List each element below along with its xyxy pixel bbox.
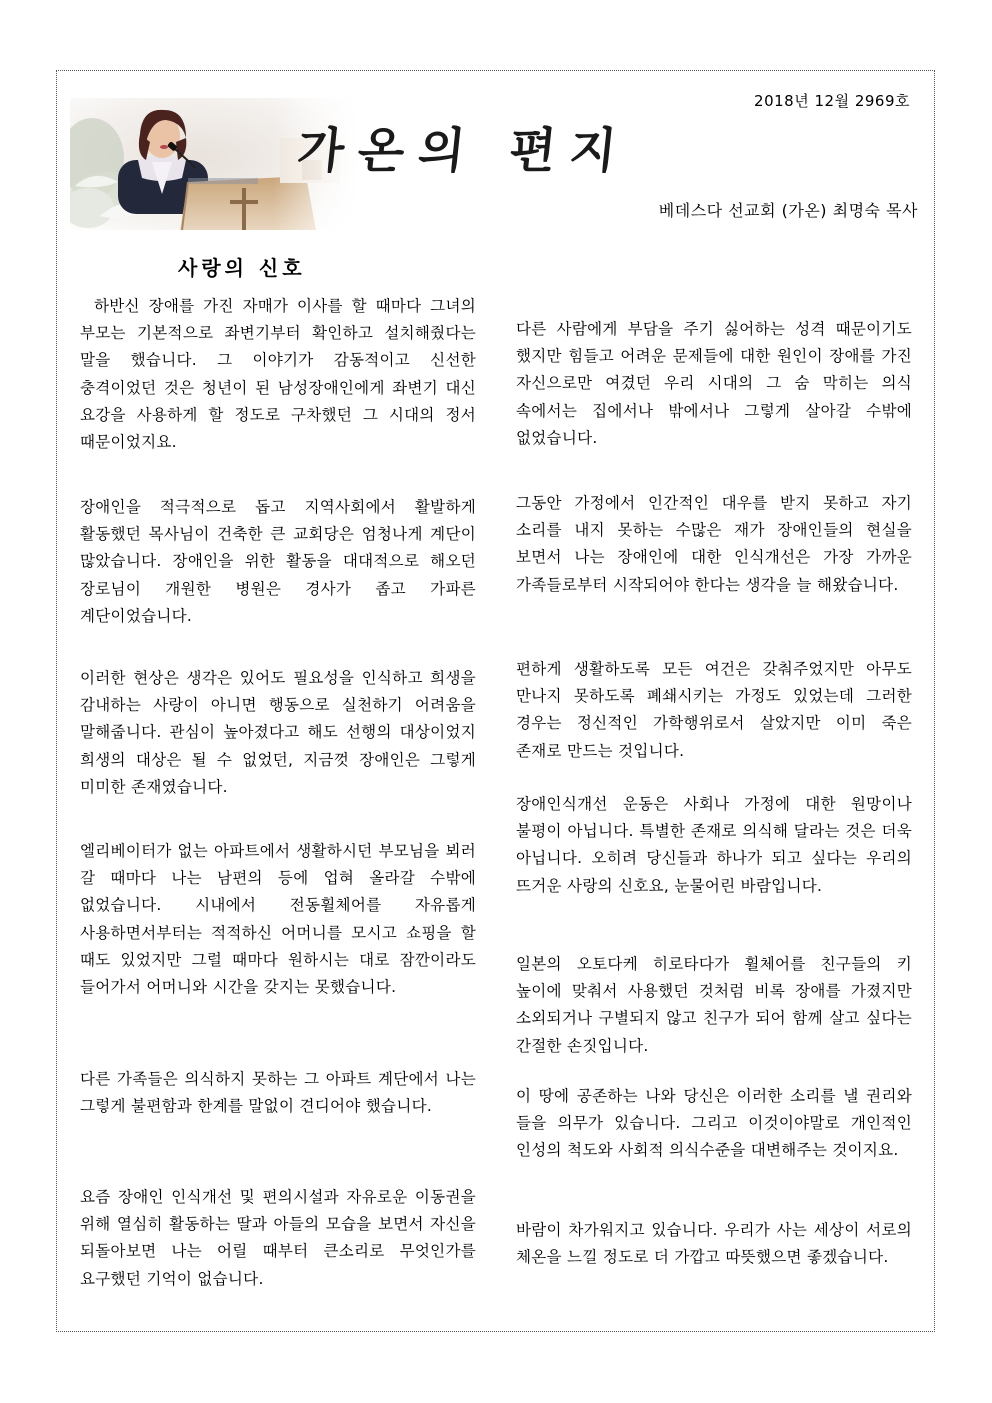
paragraph: 이러한 현상은 생각은 있어도 필요성을 인식하고 희생을 감내하는 사랑이 아니면 행동으로 실천하기 어려움을 말해줍니다. 관심이 높아졌다고 해도 선행의 대상이었지 희생의 대상은 될 수 없었던, 지금껏 장애인은 그렇게 미미한 존재였습니다. — [80, 669, 476, 796]
author-byline: 베데스다 선교회 (가온) 최명숙 목사 — [658, 201, 918, 220]
paragraph: 이 땅에 공존하는 나와 당신은 이러한 소리를 낼 권리와 들을 의무가 있습니다. 그리고 이것이야말로 개인적인 인성의 척도와 사회적 의식수준을 대변해주는 것이지요. — [516, 1087, 912, 1160]
paragraph: 하반신 장애를 가진 자매가 이사를 할 때마다 그녀의 부모는 기본적으로 좌변기부터 확인하고 설치해줬다는 말을 했습니다. 그 이야기가 감동적이고 신선한 충격이었던 것은 청년이 된 남성장애인에게 좌변기 대신 요강을 사용하게 할 정도로 구차했던 그 시대의 정서 때문이었지요. — [80, 297, 476, 452]
paragraph: 장애인식개선 운동은 사회나 가정에 대한 원망이나 불평이 아닙니다. 특별한 존재로 의식해 달라는 것은 더욱 아닙니다. 오히려 당신들과 하나가 되고 싶다는 우리의 뜨거운 사랑의 신호요, 눈물어린 바람입니다. — [516, 795, 912, 895]
paragraph: 그동안 가정에서 인간적인 대우를 받지 못하고 자기 소리를 내지 못하는 수많은 재가 장애인들의 현실을 보면서 나는 장애인에 대한 인식개선은 가장 가까운 가족들로부터 시작되어야 한다는 생각을 늘 해왔습니다. — [516, 494, 912, 594]
paragraph: 바람이 차가워지고 있습니다. 우리가 사는 세상이 서로의 체온을 느낄 정도로 더 가깝고 따뜻했으면 좋겠습니다. — [516, 1221, 912, 1267]
paragraph: 다른 가족들은 의식하지 못하는 그 아파트 계단에서 나는 그렇게 불편함과 한계를 말없이 견디어야 했습니다. — [80, 1070, 476, 1116]
issue-date: 2018년 12월 2969호 — [754, 92, 910, 110]
paragraph: 엘리베이터가 없는 아파트에서 생활하시던 부모님을 뵈러 갈 때마다 나는 남편의 등에 업혀 올라갈 수밖에 없었습니다. 시내에서 전동휠체어를 자유롭게 사용하면서부터는 적적하신 어머니를 모시고 쇼핑을 할 때도 있었지만 그럴 때마다 원하시는 대로 잠깐이라도 들어가서 어머니와 시간을 갖지는 못했습니다. — [80, 842, 476, 997]
paragraph: 장애인을 적극적으로 돕고 지역사회에서 활발하게 활동했던 목사님이 건축한 큰 교회당은 엄청나게 계단이 많았습니다. 장애인을 위한 활동을 대대적으로 해오던 장로님이 개원한 병원은 경사가 좁고 가파른 계단이었습니다. — [80, 498, 476, 625]
paragraph: 다른 사람에게 부담을 주기 싫어하는 성격 때문이기도 했지만 힘들고 어려운 문제들에 대한 원인이 장애를 가진 자신으로만 여겼던 우리 시대의 그 숨 막히는 의식 속에서는 집에서나 밖에서나 그렇게 살아갈 수밖에 없었습니다. — [516, 320, 912, 447]
masthead-title: 가온의 편지 — [294, 123, 634, 179]
paragraph: 일본의 오토다케 히로타다가 휠체어를 친구들의 키 높이에 맞춰서 사용했던 것처럼 비록 장애를 가졌지만 소외되거나 구별되지 않고 친구가 되어 함께 살고 싶다는 간절한 손짓입니다. — [516, 955, 912, 1055]
article-title: 사랑의 신호 — [178, 256, 306, 280]
paragraph: 편하게 생활하도록 모든 여건은 갖춰주었지만 아무도 만나지 못하도록 폐쇄시키는 가정도 있었는데 그러한 경우는 정신적인 가학행위로서 살았지만 이미 죽은 존재로 만드는 것입니다. — [516, 660, 912, 760]
paragraph: 요즘 장애인 인식개선 및 편의시설과 자유로운 이동권을 위해 열심히 활동하는 딸과 아들의 모습을 보면서 자신을 되돌아보면 나는 어릴 때부터 큰소리로 무엇인가를 요구했던 기억이 없습니다. — [80, 1188, 476, 1288]
